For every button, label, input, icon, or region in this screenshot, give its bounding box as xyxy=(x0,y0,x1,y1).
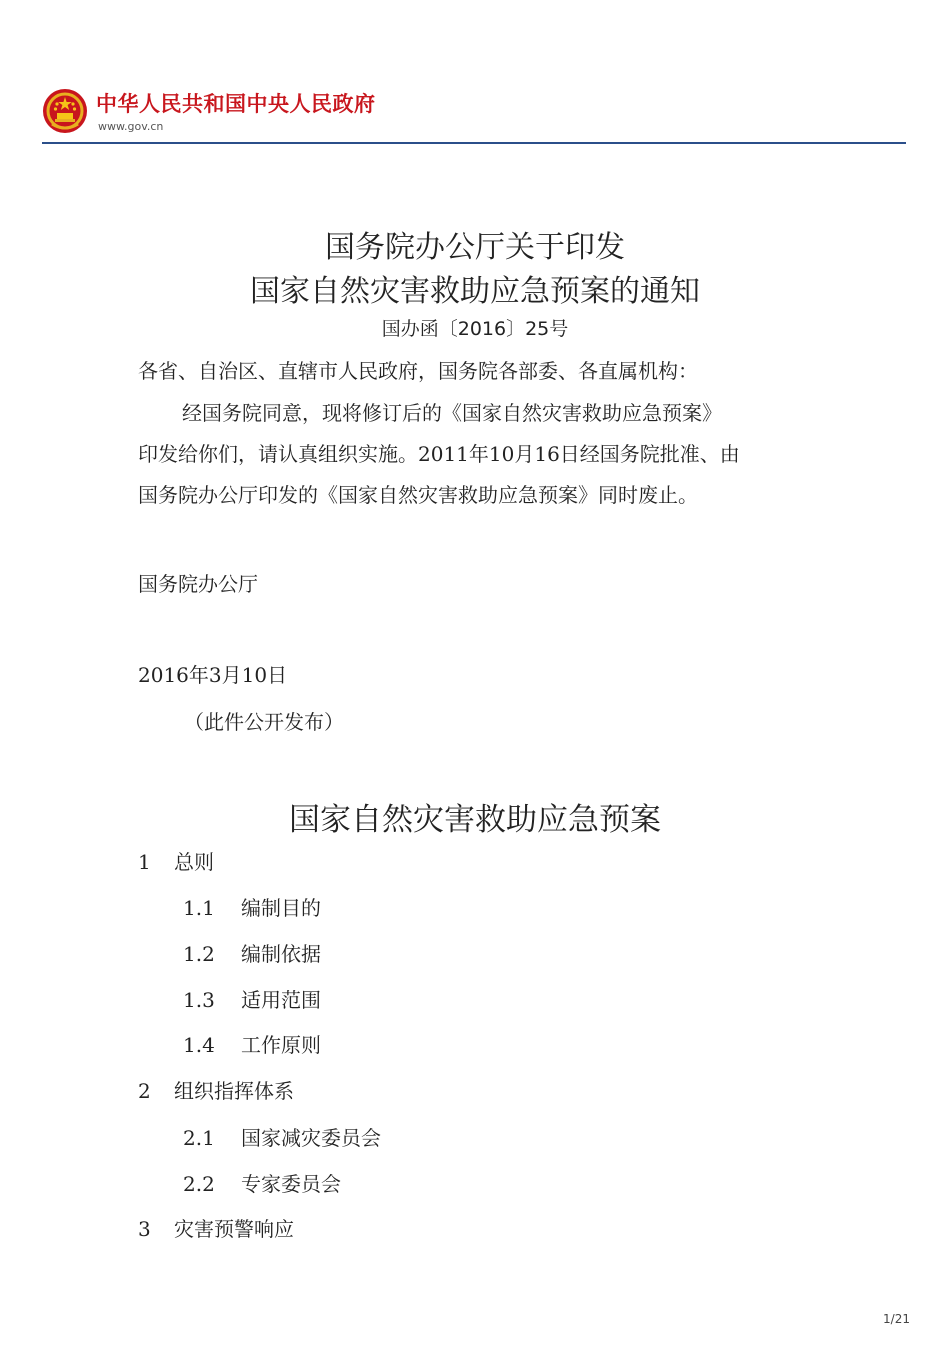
toc-label: 专家委员会 xyxy=(241,1172,341,1196)
plan-title: 国家自然灾害救助应急预案 xyxy=(289,802,661,838)
publication-note: （此件公开发布） xyxy=(184,710,344,734)
page-indicator: 1/21 xyxy=(883,1312,910,1326)
toc-number: 1.3 xyxy=(183,988,215,1012)
toc-label: 总则 xyxy=(174,850,214,874)
toc-item xyxy=(183,938,321,967)
body-line-3: 国务院办公厅印发的《国家自然灾害救助应急预案》同时废止。 xyxy=(138,483,698,507)
site-url[interactable]: www.gov.cn xyxy=(98,120,164,133)
notice-title-line1: 国务院办公厅关于印发 xyxy=(325,230,625,265)
toc-label: 国家减灾委员会 xyxy=(241,1126,381,1150)
toc-number: 3 xyxy=(138,1217,151,1241)
toc-label: 编制目的 xyxy=(241,896,321,920)
issuer: 国务院办公厅 xyxy=(138,572,258,596)
toc-item xyxy=(183,1122,381,1151)
toc-label: 编制依据 xyxy=(241,942,321,966)
body-line-1: 经国务院同意，现将修订后的《国家自然灾害救助应急预案》 xyxy=(182,401,722,425)
toc-number: 1 xyxy=(138,850,151,874)
toc-item xyxy=(183,984,321,1013)
addressee: 各省、自治区、直辖市人民政府，国务院各部委、各直属机构： xyxy=(138,359,698,383)
toc-number: 1.1 xyxy=(183,896,215,920)
toc-item xyxy=(138,1213,294,1242)
toc-item xyxy=(183,1029,321,1058)
toc-number: 2.2 xyxy=(183,1172,215,1196)
toc-label: 组织指挥体系 xyxy=(174,1079,294,1103)
document-number: 国办函〔2016〕25号 xyxy=(381,318,569,340)
issue-date: 2016年3月10日 xyxy=(138,663,288,687)
toc-number: 2 xyxy=(138,1079,151,1103)
toc-label: 灾害预警响应 xyxy=(174,1217,294,1241)
site-name[interactable]: 中华人民共和国中央人民政府 xyxy=(96,92,376,116)
body-line-2: 印发给你们，请认真组织实施。2011年10月16日经国务院批准、由 xyxy=(138,442,740,466)
toc-item xyxy=(138,1075,294,1104)
site-header xyxy=(42,86,906,144)
toc-number: 1.2 xyxy=(183,942,215,966)
toc-number: 2.1 xyxy=(183,1126,215,1150)
toc-item xyxy=(183,892,321,921)
national-emblem-icon xyxy=(42,88,88,134)
toc-item xyxy=(183,1168,341,1197)
toc-number: 1.4 xyxy=(183,1033,215,1057)
toc-item xyxy=(138,846,214,875)
toc-label: 适用范围 xyxy=(241,988,321,1012)
header-divider xyxy=(42,142,906,144)
notice-title-line2: 国家自然灾害救助应急预案的通知 xyxy=(250,274,700,309)
toc-label: 工作原则 xyxy=(241,1033,321,1057)
